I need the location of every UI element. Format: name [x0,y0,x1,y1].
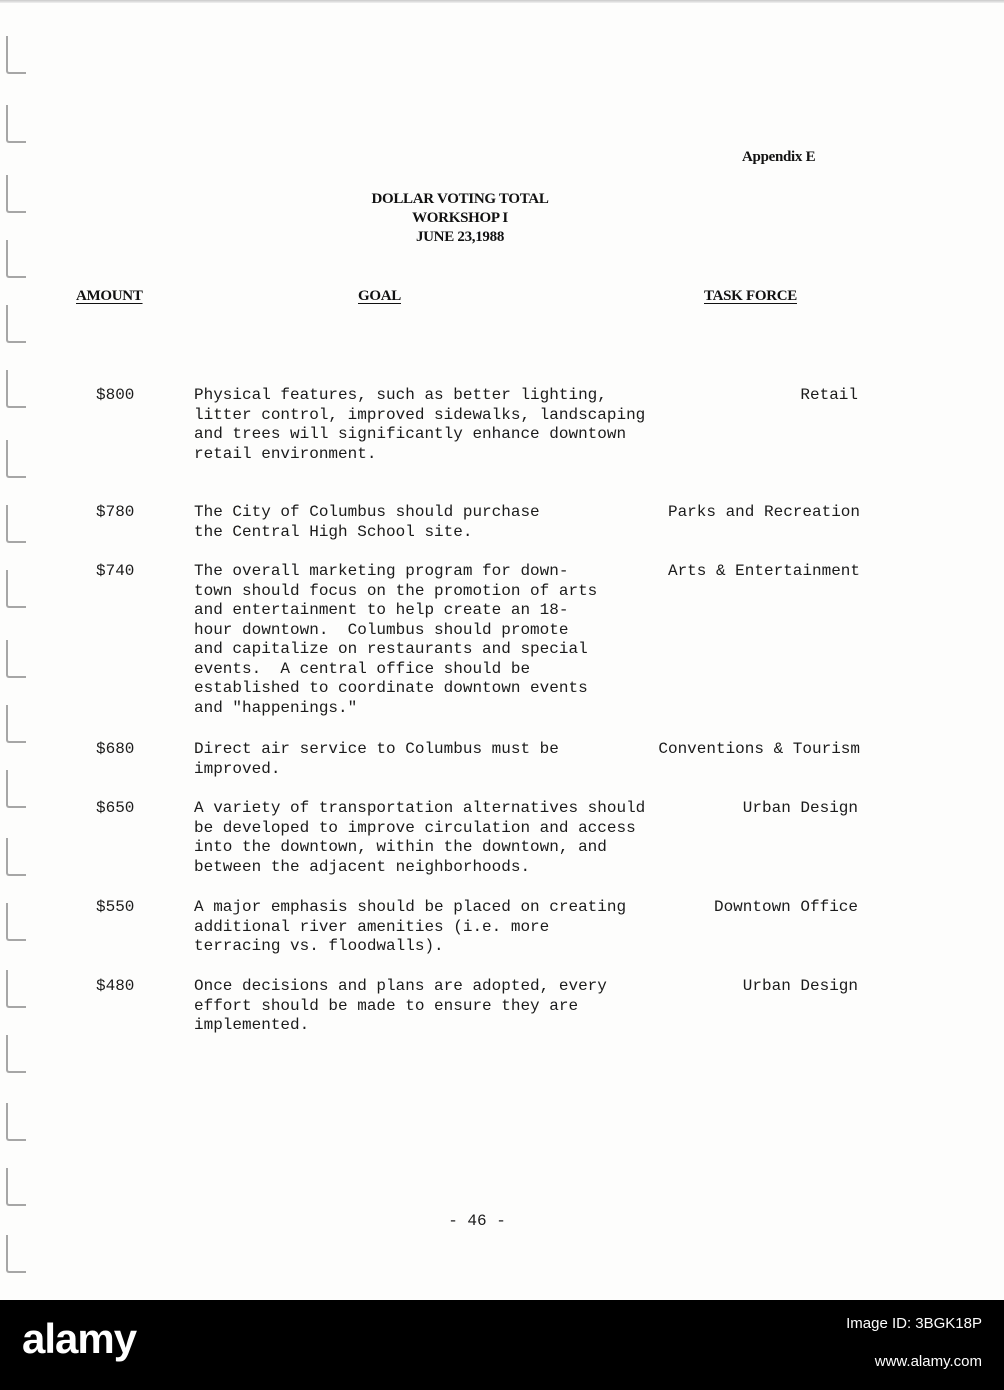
appendix-label: Appendix E [742,149,816,165]
binding-mark [6,770,26,808]
row-amount: $680 [96,740,135,758]
binding-mark [6,370,26,408]
column-header-goal: GOAL [358,288,401,304]
binding-mark [6,1103,26,1141]
binding-mark [6,240,26,278]
row-task-force: Conventions & Tourism [658,740,860,758]
row-task-force: Downtown Office [713,898,858,916]
binding-mark [6,640,26,678]
binding-mark [6,305,26,343]
row-task-force: Retail [800,386,858,404]
row-goal: Once decisions and plans are adopted, every effort should be made to ensure they are implemented. [194,977,607,1034]
binding-mark [6,105,26,143]
row-goal: The City of Columbus should purchase the Central High School site. [194,503,540,541]
binding-mark [6,175,26,213]
row-amount: $780 [96,503,135,521]
binding-mark [6,1235,26,1273]
binding-mark [6,1035,26,1073]
row-goal: The overall marketing program for down- town should focus on the promotion of arts and entertainment to help create an 18- hour downtown. Columbus should promote and capitalize on restaurants and special events. A central office should be established to coordinate downtown events and "happenings." [194,562,598,717]
alamy-logo: alamy [22,1315,137,1362]
binding-mark [6,36,26,74]
column-header-task-force: TASK FORCE [704,288,797,304]
row-goal: A major emphasis should be placed on creating additional river amenities (i.e. more terracing vs. floodwalls). [194,898,627,955]
binding-mark [6,970,26,1008]
row-task-force: Arts & Entertainment [667,562,860,580]
row-task-force: Urban Design [742,799,858,817]
page-number: - 46 - [448,1212,506,1230]
image-id-label: Image ID: 3BGK18P [846,1315,982,1332]
row-task-force: Parks and Recreation [667,503,860,521]
watermark-footer-bar [0,1300,1004,1390]
binding-mark [6,903,26,941]
row-goal: A variety of transportation alternatives should be developed to improve circulation and access into the downtown, within the downtown, and between the adjacent neighborhoods. [194,799,646,876]
title-line-3: JUNE 23,1988 [415,229,505,245]
row-amount: $800 [96,386,135,404]
row-goal: Physical features, such as better lighting, litter control, improved sidewalks, landscaping and trees will significantly enhance downtown retail environment. [194,386,646,463]
binding-mark [6,570,26,608]
row-goal: Direct air service to Columbus must be improved. [194,740,559,778]
row-amount: $480 [96,977,135,995]
title-line-2: WORKSHOP I [412,210,508,226]
binding-mark [6,1168,26,1206]
column-header-amount: AMOUNT [76,288,143,304]
row-amount: $740 [96,562,135,580]
binding-mark [6,838,26,876]
binding-mark [6,505,26,543]
site-url-label: www.alamy.com [874,1353,982,1370]
row-task-force: Urban Design [742,977,858,995]
binding-mark [6,440,26,478]
row-amount: $550 [96,898,135,916]
title-line-1: DOLLAR VOTING TOTAL [371,191,549,207]
row-amount: $650 [96,799,135,817]
binding-mark [6,705,26,743]
page-top-edge [0,0,1004,3]
